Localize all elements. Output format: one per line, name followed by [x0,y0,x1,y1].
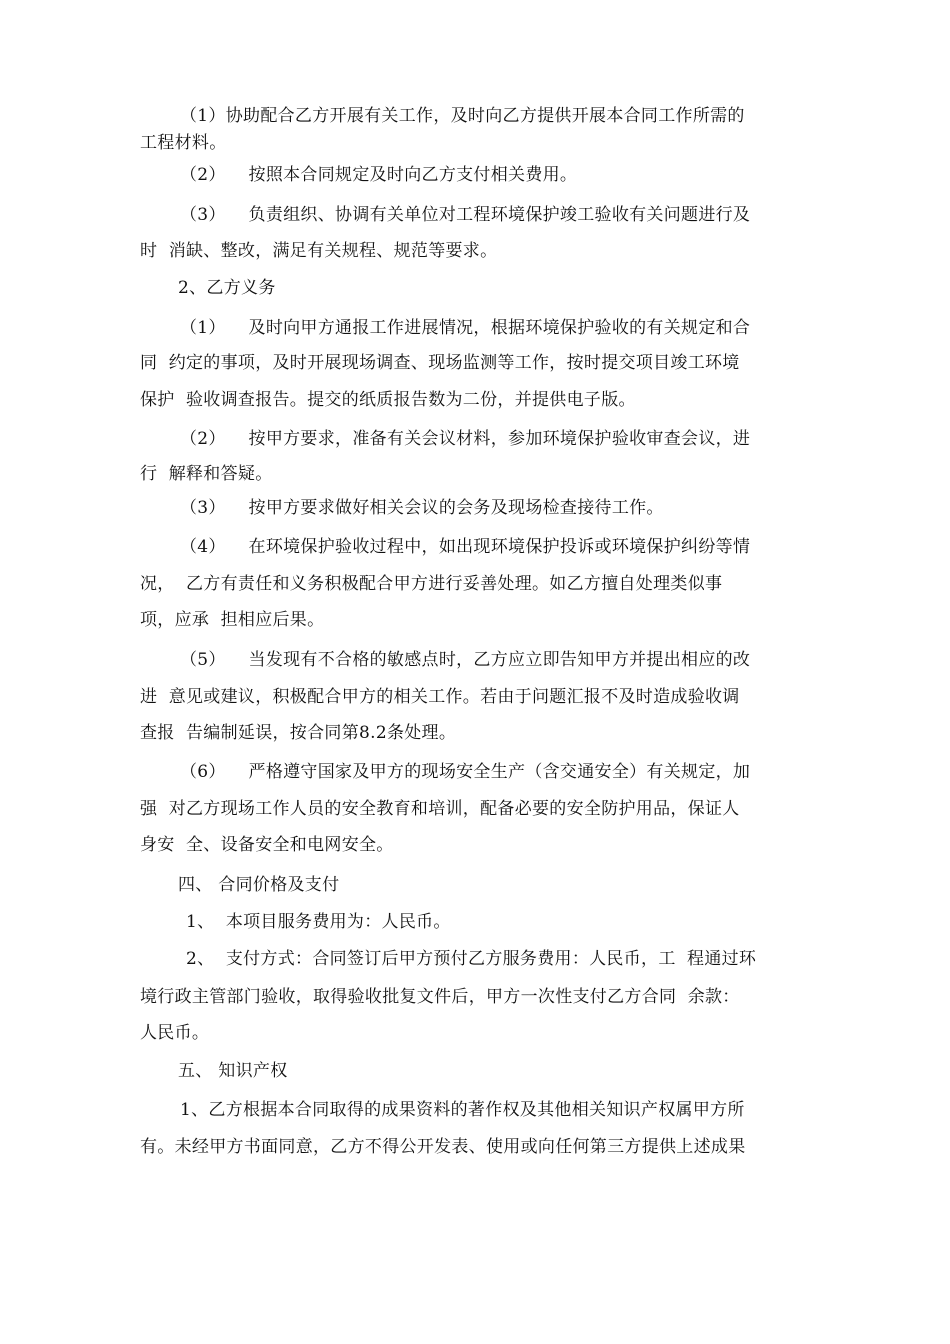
section-heading: 2、乙方义务 [178,278,276,298]
text-line: 查报 告编制延误，按合同第8.2条处理。 [140,723,457,743]
text-line: 人民币。 [140,1023,210,1043]
text-line: 2、 支付方式：合同签订后甲方预付乙方服务费用：人民币，工 程通过环 [186,949,757,969]
text-line: （3） 按甲方要求做好相关会议的会务及现场检查接待工作。 [180,498,664,518]
text-line: （6） 严格遵守国家及甲方的现场安全生产（含交通安全）有关规定，加 [180,762,751,782]
section-heading: 四、 合同价格及支付 [178,875,340,895]
text-line: 身安 全、设备安全和电网安全。 [140,835,394,855]
text-line: （3） 负责组织、协调有关单位对工程环境保护竣工验收有关问题进行及 [180,205,751,225]
section-heading: 五、 知识产权 [178,1061,288,1081]
text-line: 1、乙方根据本合同取得的成果资料的著作权及其他相关知识产权属甲方所 [180,1100,745,1120]
text-line: （2） 按照本合同规定及时向乙方支付相关费用。 [180,165,578,185]
text-line: 强 对乙方现场工作人员的安全教育和培训，配备必要的安全防护用品，保证人 [140,799,740,819]
text-line: 时 消缺、整改，满足有关规程、规范等要求。 [140,241,498,261]
text-line: 工程材料。 [140,133,227,153]
text-line: 况， 乙方有责任和义务积极配合甲方进行妥善处理。如乙方擅自处理类似事 [140,574,723,594]
text-line: 境行政主管部门验收，取得验收批复文件后，甲方一次性支付乙方合同 余款： [140,987,740,1007]
text-line: 进 意见或建议，积极配合甲方的相关工作。若由于问题汇报不及时造成验收调 [140,687,740,707]
text-line: 有。未经甲方书面同意，乙方不得公开发表、使用或向任何第三方提供上述成果 [140,1137,746,1157]
text-line: （4） 在环境保护验收过程中，如出现环境保护投诉或环境保护纠纷等情 [180,537,751,557]
text-line: 项，应承 担相应后果。 [140,610,325,630]
text-line: （2） 按甲方要求，准备有关会议材料，参加环境保护验收审查会议，进 [180,429,751,449]
text-line: 同 约定的事项，及时开展现场调查、现场监测等工作，按时提交项目竣工环境 [140,353,740,373]
text-line: （5） 当发现有不合格的敏感点时，乙方应立即告知甲方并提出相应的改 [180,650,751,670]
text-line: （1）协助配合乙方开展有关工作，及时向乙方提供开展本合同工作所需的 [180,106,745,126]
text-line: 保护 验收调查报告。提交的纸质报告数为二份，并提供电子版。 [140,390,636,410]
text-line: 1、 本项目服务费用为：人民币。 [186,912,451,932]
text-line: 行 解释和答疑。 [140,464,273,484]
text-line: （1） 及时向甲方通报工作进展情况，根据环境保护验收的有关规定和合 [180,318,751,338]
